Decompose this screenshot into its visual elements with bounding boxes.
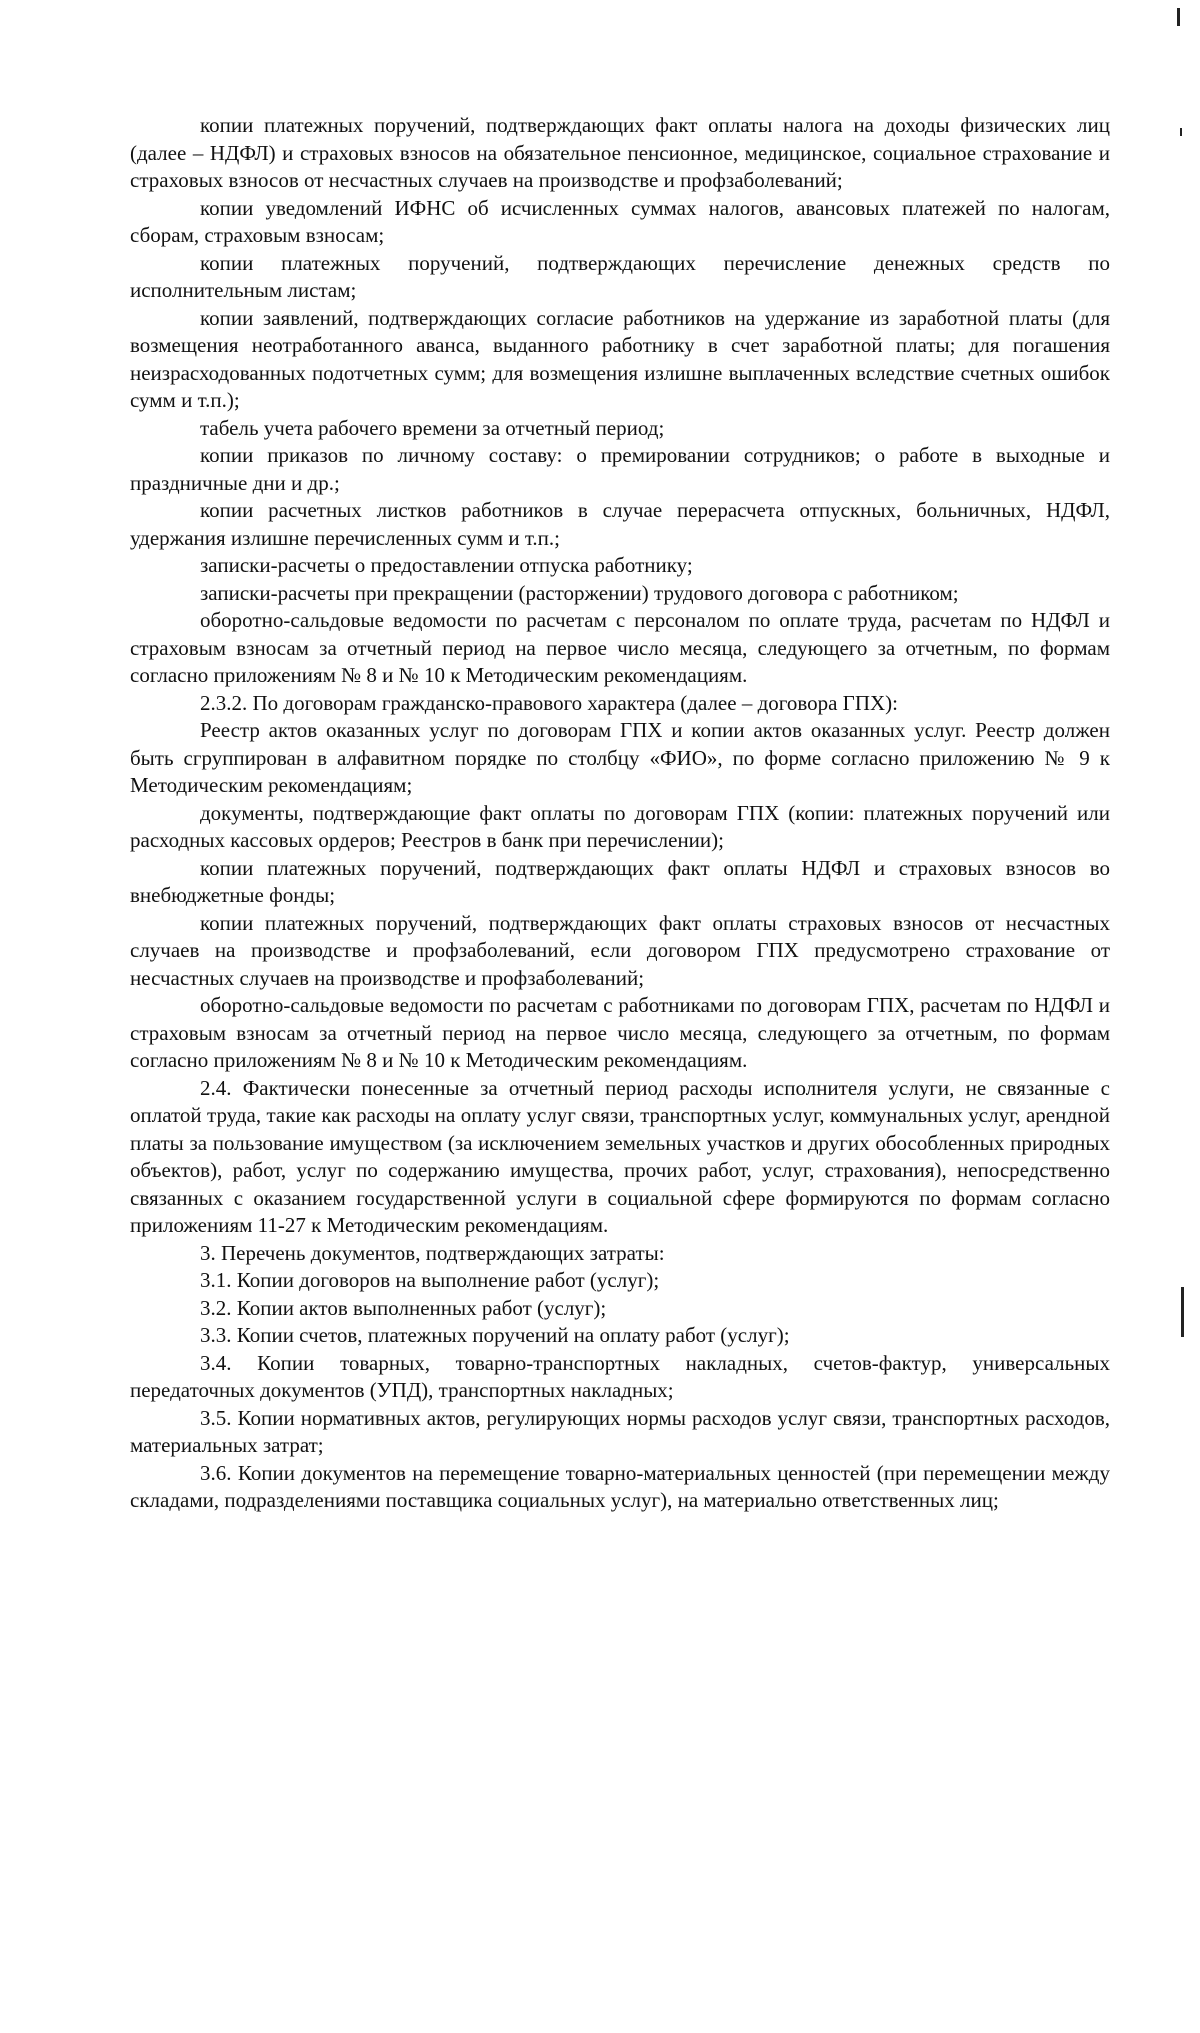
scan-artifact-mid xyxy=(1181,1287,1184,1337)
item-3-2: 3.2. Копии актов выполненных работ (услуг); xyxy=(200,1295,607,1320)
item-3-6: 3.6. Копии документов на перемещение товарно-материальных ценностей (при перемещении между складами, подразделениями поставщика социальных услуг), на материально ответственных лиц; xyxy=(130,1460,1110,1512)
section-2-4-expenses: 2.4. Фактически понесенные за отчетный период расходы исполнителя услуги, не связанные с оплатой труда, такие как расходы на оплату услуг связи, транспортных услуг, коммунальных услуг, арендной платы за пользование имуществом (за исключением земельных участков и других обособленных природных объектов), работ, услуг по содержанию имущества, прочих работ, услуг, страхования), непосредственно связанных с оказанием государственной услуги в социальной сфере формируются по формам согласно приложениям 11-27 к Методическим рекомендациям. xyxy=(130,1075,1110,1237)
paragraph-personnel-orders: копии приказов по личному составу: о премировании сотрудников; о работе в выходные и праздничные дни и др.; xyxy=(130,443,1110,495)
section-2-3-2-heading: 2.3.2. По договорам гражданско-правового характера (далее – договора ГПХ): xyxy=(200,690,898,715)
paragraph-termination-notes: записки-расчеты при прекращении (расторжении) трудового договора с работником; xyxy=(200,580,959,605)
scan-artifact-small xyxy=(1180,128,1182,136)
document-body xyxy=(130,112,1110,1515)
paragraph-gph-register: Реестр актов оказанных услуг по договорам ГПХ и копии актов оказанных услуг. Реестр должен быть сгруппирован в алфавитном порядке по столбцу «ФИО», по форме согласно приложению № 9 к Методическим рекомендациям; xyxy=(130,718,1110,797)
paragraph-pay-slips: копии расчетных листков работников в случае перерасчета отпускных, больничных, НДФЛ, удержания излишне перечисленных сумм и т.п.; xyxy=(130,498,1110,550)
paragraph-gph-payment-docs: документы, подтверждающие факт оплаты по договорам ГПХ (копии: платежных поручений или расходных кассовых ордеров; Реестров в банк при перечислении); xyxy=(130,800,1110,852)
paragraph-vacation-notes: записки-расчеты о предоставлении отпуска работнику; xyxy=(200,553,693,577)
item-3-3: 3.3. Копии счетов, платежных поручений на оплату работ (услуг); xyxy=(200,1323,790,1347)
paragraph-payment-orders-ndfl: копии платежных поручений, подтверждающих факт оплаты налога на доходы физических лиц (далее – НДФЛ) и страховых взносов на обязательное пенсионное, медицинское, социальное страхование и страховых взносов от несчастных случаев на производстве и профзаболеваний; xyxy=(130,113,1110,192)
paragraph-deduction-consents: копии заявлений, подтверждающих согласие работников на удержание из заработной платы (для возмещения неотработанного аванса, выданного работнику в счет заработной платы; для погашения неизрасходованных подотчетных сумм; для возмещения излишне выплаченных вследствие счетных ошибок сумм и т.п.); xyxy=(130,305,1110,412)
item-3-5: 3.5. Копии нормативных актов, регулирующих нормы расходов услуг связи, транспортных расходов, материальных затрат; xyxy=(130,1405,1110,1457)
item-3-4: 3.4. Копии товарных, товарно-транспортных накладных, счетов-фактур, универсальных передаточных документов (УПД), транспортных накладных; xyxy=(130,1350,1110,1402)
paragraph-timesheet: табель учета рабочего времени за отчетный период; xyxy=(200,415,665,440)
paragraph-turnover-statements-staff: оборотно-сальдовые ведомости по расчетам с персоналом по оплате труда, расчетам по НДФЛ и страховым взносам за отчетный период на первое число месяца, следующего за отчетным, по формам согласно приложениям № 8 и № 10 к Методическим рекомендациям. xyxy=(130,608,1110,687)
paragraph-gph-accident-insurance: копии платежных поручений, подтверждающих факт оплаты страховых взносов от несчастных случаев на производстве и профзаболеваний, если договором ГПХ предусмотрено страхование от несчастных случаев на производстве и профзаболеваний; xyxy=(130,910,1110,990)
paragraph-ifns-notifications: копии уведомлений ИФНС об исчисленных суммах налогов, авансовых платежей по налогам, сборам, страховым взносам; xyxy=(130,195,1110,247)
paragraph-writ-payments: копии платежных поручений, подтверждающих перечисление денежных средств по исполнительным листам; xyxy=(130,250,1110,302)
scan-artifact-top xyxy=(1177,8,1180,26)
paragraph-gph-ndfl-payments: копии платежных поручений, подтверждающих факт оплаты НДФЛ и страховых взносов во внебюджетные фонды; xyxy=(130,855,1110,907)
item-3-1: 3.1. Копии договоров на выполнение работ (услуг); xyxy=(200,1268,660,1292)
section-3-heading: 3. Перечень документов, подтверждающих затраты: xyxy=(200,1240,665,1265)
paragraph-turnover-statements-gph: оборотно-сальдовые ведомости по расчетам с работниками по договорам ГПХ, расчетам по НДФЛ и страховым взносам за отчетный период на первое число месяца, следующего за отчетным, по формам согласно приложениям № 8 и № 10 к Методическим рекомендациям. xyxy=(130,993,1110,1072)
